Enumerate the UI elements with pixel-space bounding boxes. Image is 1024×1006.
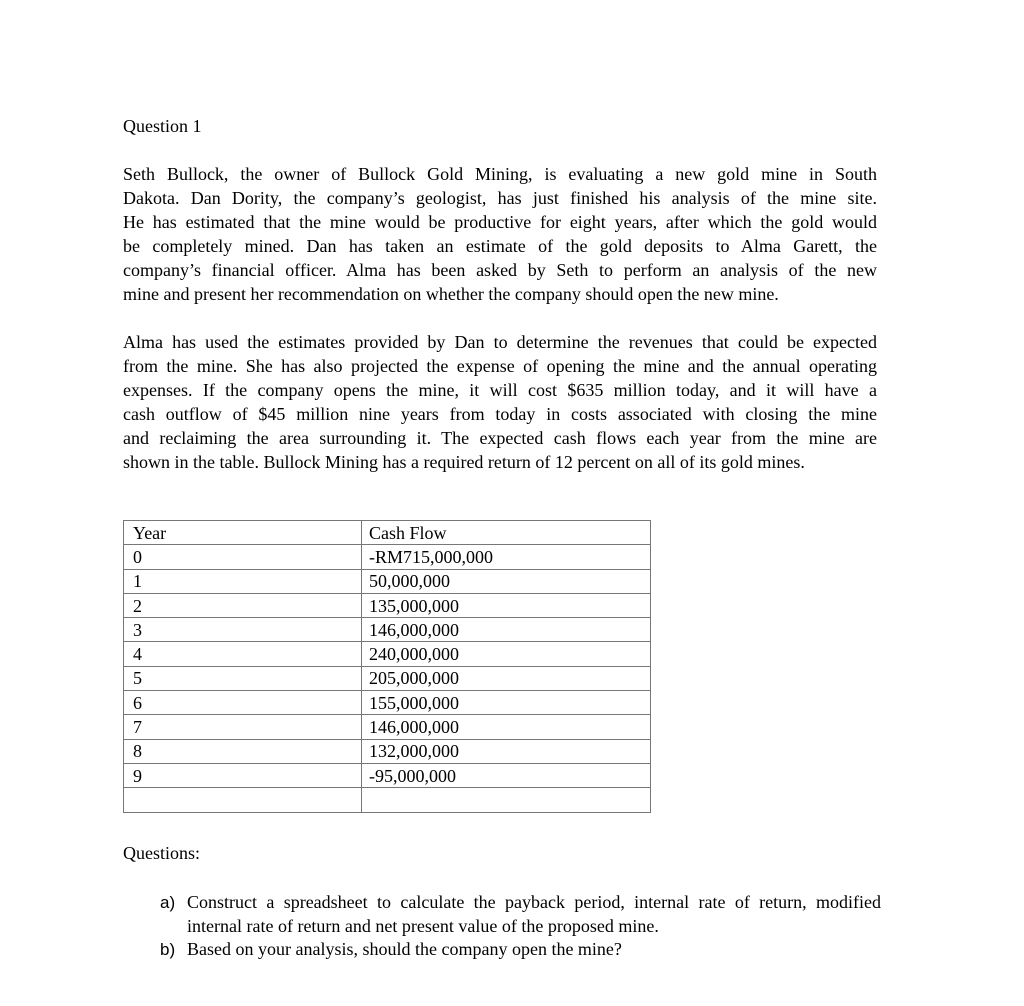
year-cell: 1 <box>124 569 362 593</box>
cash-flow-cell: 155,000,000 <box>362 691 651 715</box>
cash-flow-cell: 135,000,000 <box>362 593 651 617</box>
year-cell: 9 <box>124 763 362 787</box>
table-row <box>124 666 651 690</box>
text-line: cash outflow of $45 million nine years from today in costs associated with closing the mine <box>123 404 877 425</box>
question-text: Based on your analysis, should the company open the mine? <box>187 939 622 959</box>
cash-flow-cell: 132,000,000 <box>362 739 651 763</box>
year-cell: 0 <box>124 545 362 569</box>
table-row <box>124 691 651 715</box>
year-cell: 3 <box>124 618 362 642</box>
text-line: mine and present her recommendation on whether the company should open the new mine. <box>123 284 779 305</box>
table-row <box>124 715 651 739</box>
year-cell <box>124 788 362 812</box>
list-label: b) <box>160 940 176 959</box>
cash-flow-cell: 146,000,000 <box>362 715 651 739</box>
question-title: Question 1 <box>123 116 202 136</box>
text-line: Construct a spreadsheet to calculate the payback period, internal rate of return, modified <box>187 892 881 912</box>
year-cell: 8 <box>124 739 362 763</box>
year-cell: 7 <box>124 715 362 739</box>
text-line: expenses. If the company opens the mine, it will cost $635 million today, and it will have a <box>123 380 877 401</box>
year-cell: 2 <box>124 593 362 617</box>
table-row <box>124 593 651 617</box>
cash-flow-cell: 240,000,000 <box>362 642 651 666</box>
text-line: He has estimated that the mine would be productive for eight years, after which the gold would <box>123 212 877 233</box>
cash-flow-table <box>123 520 651 813</box>
cash-flow-cell: -95,000,000 <box>362 763 651 787</box>
table-row <box>124 545 651 569</box>
cash-flow-cell <box>362 788 651 812</box>
text-line: Alma has used the estimates provided by Dan to determine the revenues that could be expected <box>123 332 877 352</box>
text-line: internal rate of return and net present value of the proposed mine. <box>187 915 659 936</box>
table-row <box>124 739 651 763</box>
questions-heading: Questions: <box>123 843 201 863</box>
table-row <box>124 763 651 787</box>
text-line: be completely mined. Dan has taken an estimate of the gold deposits to Alma Garett, the <box>123 236 877 257</box>
year-cell: 5 <box>124 666 362 690</box>
table-row <box>124 788 651 812</box>
text-line: Dakota. Dan Dority, the company’s geologist, has just finished his analysis of the mine site. <box>123 188 877 209</box>
year-cell: 6 <box>124 691 362 715</box>
table-row <box>124 569 651 593</box>
table-row <box>124 618 651 642</box>
cash-flow-cell: -RM715,000,000 <box>362 545 651 569</box>
paragraph-details <box>123 330 877 475</box>
header-cash-flow: Cash Flow <box>362 521 651 545</box>
cash-flow-cell: 205,000,000 <box>362 666 651 690</box>
text-line: company’s financial officer. Alma has been asked by Seth to perform an analysis of the new <box>123 260 877 281</box>
table-row <box>124 642 651 666</box>
cash-flow-cell: 146,000,000 <box>362 618 651 642</box>
paragraph-intro <box>123 162 877 307</box>
text-line: and reclaiming the area surrounding it. The expected cash flows each year from the mine are <box>123 428 877 449</box>
year-cell: 4 <box>124 642 362 666</box>
text-line: shown in the table. Bullock Mining has a required return of 12 percent on all of its gold mines. <box>123 452 805 473</box>
cash-flow-cell: 50,000,000 <box>362 569 651 593</box>
header-year: Year <box>124 521 362 545</box>
question-text <box>187 891 881 938</box>
text-line: from the mine. She has also projected the expense of opening the mine and the annual operating <box>123 356 877 377</box>
text-line: Seth Bullock, the owner of Bullock Gold Mining, is evaluating a new gold mine in South <box>123 164 877 184</box>
table-header-row <box>124 521 651 545</box>
list-label: a) <box>160 893 176 912</box>
